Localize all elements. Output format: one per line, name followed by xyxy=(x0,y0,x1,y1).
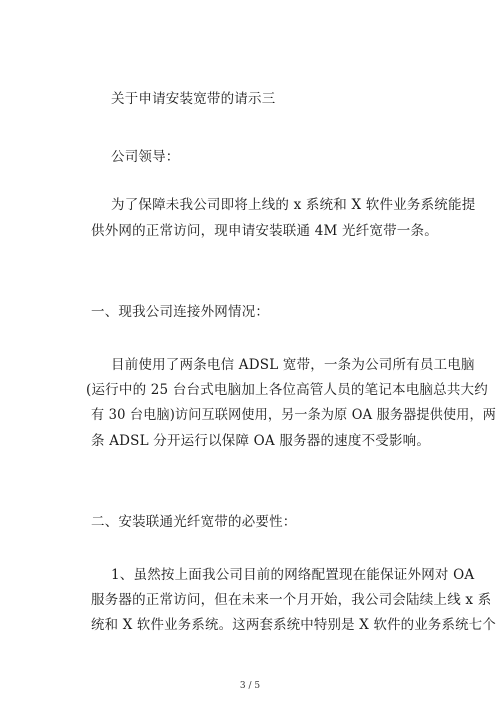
section-2-line-1: 1、虽然按上面我公司目前的网络配置现在能保证外网对 OA xyxy=(111,567,475,583)
section-2-heading: 二、安装联通光纤宽带的必要性： xyxy=(91,514,297,530)
section-1-line-2: (运行中的 25 台台式电脑加上各位高管人员的笔记本电脑总共大约 xyxy=(86,382,488,398)
section-1-line-1: 目前使用了两条电信 ADSL 宽带，一条为公司所有员工电脑 xyxy=(111,357,475,373)
section-1-heading: 一、现我公司连接外网情况： xyxy=(91,304,270,320)
salutation: 公司领导： xyxy=(111,149,180,165)
intro-line-1: 为了保障未我公司即将上线的 x 系统和 X 软件业务系统能提 xyxy=(111,197,476,213)
intro-line-2: 供外网的正常访问，现申请安装联通 4M 光纤宽带一条。 xyxy=(91,223,438,239)
section-2-line-3: 统和 X 软件业务系统。这两套系统中特别是 X 软件的业务系统七个 xyxy=(91,617,497,633)
page-number: 3 / 5 xyxy=(239,681,261,691)
section-1-line-3: 有 30 台电脑)访问互联网使用，另一条为原 OA 服务器提供使用，两 xyxy=(91,407,497,423)
section-2-line-2: 服务器的正常访问，但在未来一个月开始，我公司会陆续上线 x 系 xyxy=(91,592,492,608)
section-1-line-4: 条 ADSL 分开运行以保障 OA 服务器的速度不受影响。 xyxy=(91,433,431,449)
document-title: 关于申请安装宽带的请示三 xyxy=(111,91,276,107)
